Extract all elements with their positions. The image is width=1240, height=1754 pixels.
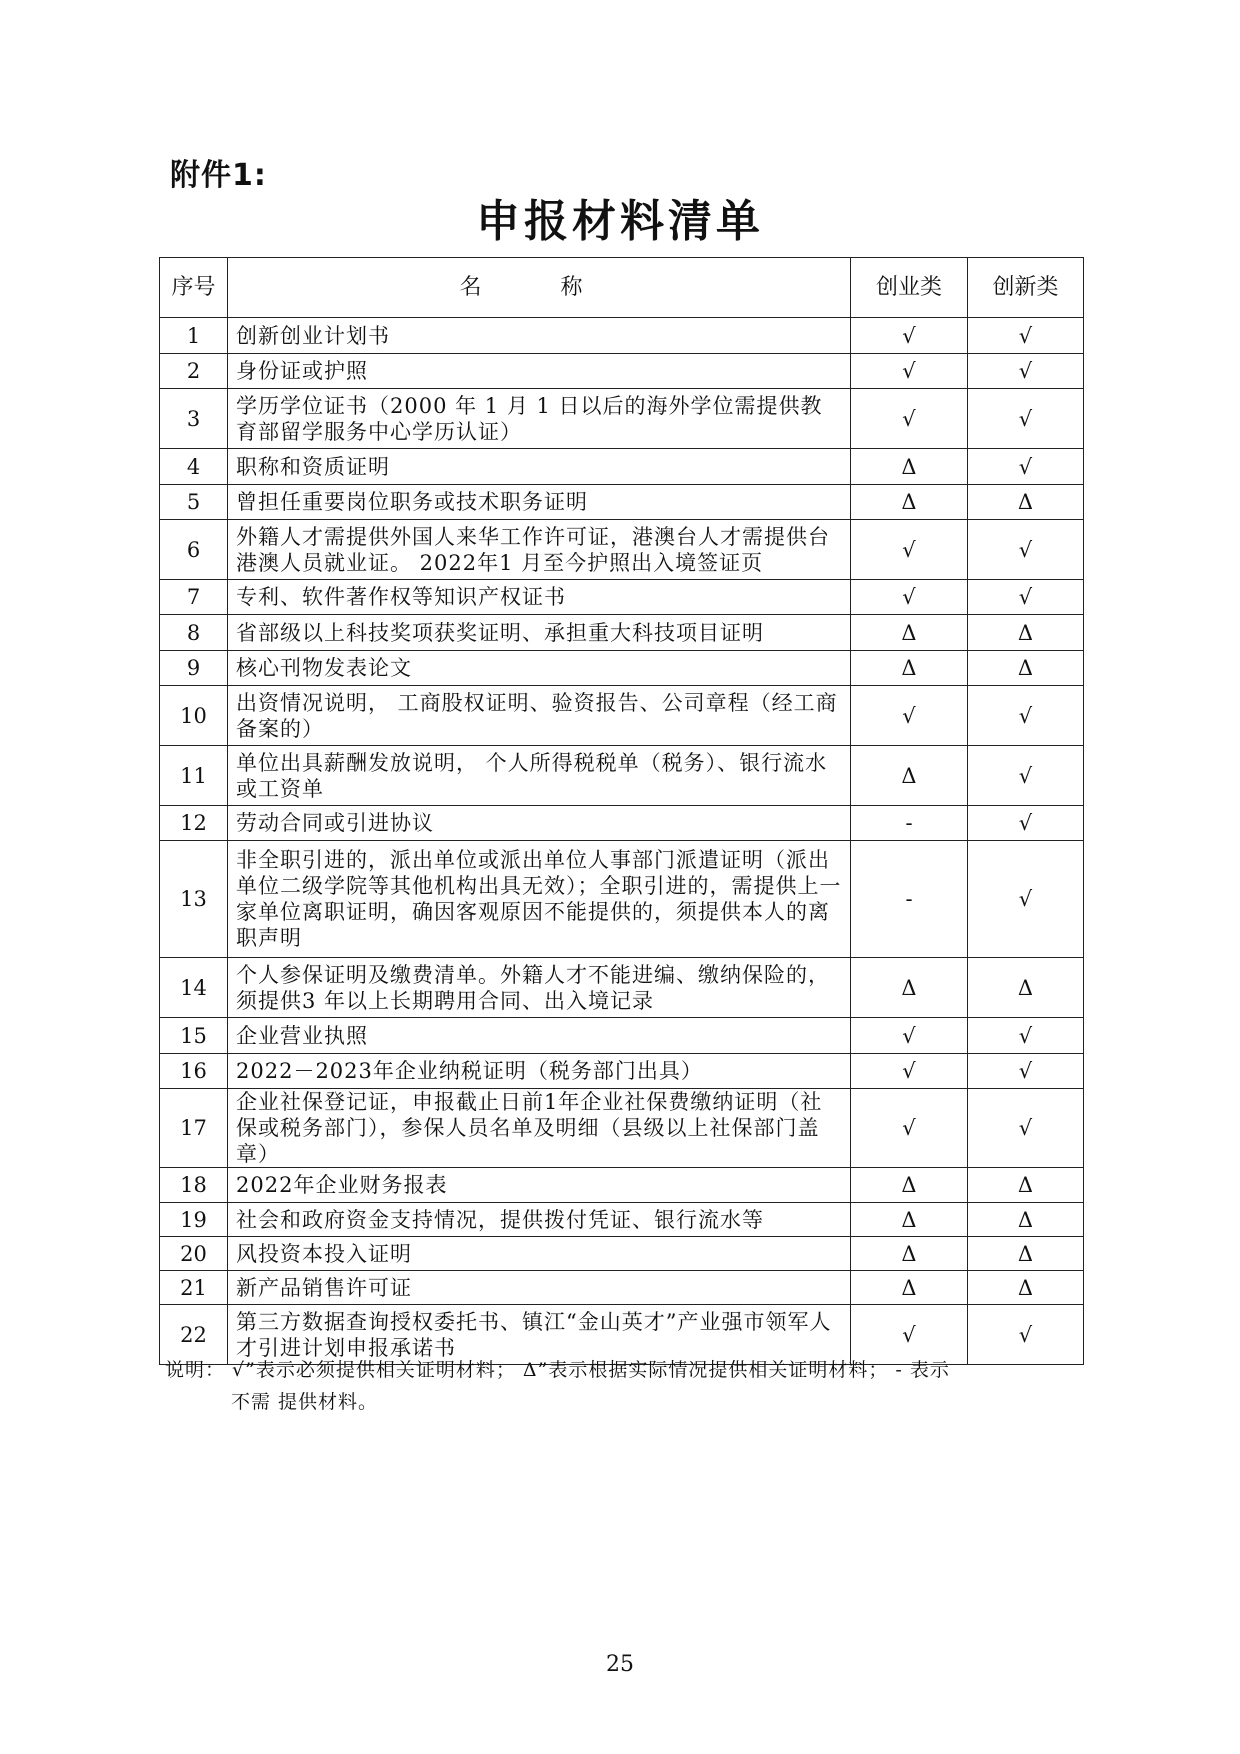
row-name: 核心刊物发表论文 [228,651,851,686]
row-number: 3 [160,389,228,449]
row-number: 11 [160,746,228,806]
row-number: 20 [160,1237,228,1271]
row-name: 风投资本投入证明 [228,1237,851,1271]
legend-note [165,1354,1075,1418]
table-row [160,1018,1084,1054]
table-row [160,449,1084,485]
row-innovation-mark: √ [968,318,1084,354]
row-innovation-mark: √ [968,389,1084,449]
row-number: 19 [160,1203,228,1237]
row-number: 21 [160,1271,228,1305]
table-row [160,841,1084,958]
row-number: 9 [160,651,228,686]
row-number: 5 [160,485,228,520]
row-startup-mark: Δ [851,1237,968,1271]
row-innovation-mark: √ [968,580,1084,615]
row-startup-mark: - [851,806,968,841]
row-number: 1 [160,318,228,354]
legend-note-line2: 不需 提供材料。 [231,1391,379,1413]
header-innovation: 创新类 [968,258,1084,318]
legend-note-line1: 说明： √”表示必须提供相关证明材料； Δ”表示根据实际情况提供相关证明材料； - 表示 [165,1359,950,1381]
row-name: 社会和政府资金支持情况，提供拨付凭证、银行流水等 [228,1203,851,1237]
row-name: 创新创业计划书 [228,318,851,354]
row-startup-mark: Δ [851,1203,968,1237]
row-innovation-mark: √ [968,806,1084,841]
table-row [160,354,1084,389]
header-name: 名 称 [228,258,851,318]
table-row [160,746,1084,806]
row-startup-mark: √ [851,389,968,449]
header-startup: 创业类 [851,258,968,318]
row-name: 第三方数据查询授权委托书、镇江“金山英才”产业强市领军人才引进计划申报承诺书 [228,1305,851,1365]
row-startup-mark: Δ [851,746,968,806]
row-innovation-mark: Δ [968,615,1084,651]
row-innovation-mark: √ [968,841,1084,958]
row-startup-mark: √ [851,1018,968,1054]
table-row [160,520,1084,580]
row-innovation-mark: √ [968,746,1084,806]
table-row [160,686,1084,746]
table-row [160,1054,1084,1089]
row-innovation-mark: √ [968,520,1084,580]
row-name: 外籍人才需提供外国人来华工作许可证，港澳台人才需提供台港澳人员就业证。 2022年1 月至今护照出入境签证页 [228,520,851,580]
document-title: 申报材料清单 [476,196,764,247]
row-name: 企业营业执照 [228,1018,851,1054]
row-startup-mark: - [851,841,968,958]
row-startup-mark: Δ [851,1168,968,1203]
row-startup-mark: Δ [851,1271,968,1305]
table-row [160,1271,1084,1305]
row-startup-mark: Δ [851,449,968,485]
row-startup-mark: √ [851,1054,968,1089]
row-number: 16 [160,1054,228,1089]
row-startup-mark: Δ [851,651,968,686]
row-name: 专利、软件著作权等知识产权证书 [228,580,851,615]
row-name: 学历学位证书（2000 年 1 月 1 日以后的海外学位需提供教育部留学服务中心学历认证） [228,389,851,449]
row-innovation-mark: √ [968,1305,1084,1365]
row-startup-mark: √ [851,580,968,615]
row-innovation-mark: Δ [968,485,1084,520]
materials-table [159,257,1084,1365]
attachment-label: 附件1: [170,158,267,193]
row-name: 身份证或护照 [228,354,851,389]
table-header-row [160,258,1084,318]
row-innovation-mark: √ [968,686,1084,746]
row-number: 2 [160,354,228,389]
row-startup-mark: √ [851,1305,968,1365]
row-startup-mark: √ [851,686,968,746]
row-name: 曾担任重要岗位职务或技术职务证明 [228,485,851,520]
table-row [160,1089,1084,1168]
row-name: 劳动合同或引进协议 [228,806,851,841]
row-number: 10 [160,686,228,746]
table-row [160,806,1084,841]
header-no: 序号 [160,258,228,318]
row-name: 2022年企业财务报表 [228,1168,851,1203]
row-name: 非全职引进的，派出单位或派出单位人事部门派遣证明（派出单位二级学院等其他机构出具无效）；全职引进的，需提供上一家单位离职证明，确因客观原因不能提供的，须提供本人的离职声明 [228,841,851,958]
row-innovation-mark: Δ [968,958,1084,1018]
row-innovation-mark: Δ [968,1237,1084,1271]
row-startup-mark: √ [851,354,968,389]
row-name: 出资情况说明， 工商股权证明、验资报告、公司章程（经工商备案的） [228,686,851,746]
table-row [160,318,1084,354]
table-row [160,651,1084,686]
row-innovation-mark: √ [968,1018,1084,1054]
row-number: 12 [160,806,228,841]
row-innovation-mark: Δ [968,651,1084,686]
row-name: 单位出具薪酬发放说明， 个人所得税税单（税务）、银行流水或工资单 [228,746,851,806]
row-number: 6 [160,520,228,580]
row-number: 22 [160,1305,228,1365]
table-row [160,580,1084,615]
table-row [160,958,1084,1018]
row-innovation-mark: √ [968,354,1084,389]
row-innovation-mark: Δ [968,1271,1084,1305]
row-number: 8 [160,615,228,651]
row-name: 省部级以上科技奖项获奖证明、承担重大科技项目证明 [228,615,851,651]
row-number: 15 [160,1018,228,1054]
row-innovation-mark: √ [968,449,1084,485]
table-row [160,1203,1084,1237]
row-startup-mark: √ [851,520,968,580]
table-row [160,1237,1084,1271]
row-innovation-mark: Δ [968,1168,1084,1203]
row-name: 职称和资质证明 [228,449,851,485]
row-innovation-mark: √ [968,1089,1084,1168]
table-row [160,485,1084,520]
row-startup-mark: Δ [851,615,968,651]
row-startup-mark: Δ [851,958,968,1018]
row-innovation-mark: √ [968,1054,1084,1089]
row-number: 18 [160,1168,228,1203]
row-name: 新产品销售许可证 [228,1271,851,1305]
row-number: 13 [160,841,228,958]
row-number: 17 [160,1089,228,1168]
row-startup-mark: √ [851,318,968,354]
row-startup-mark: Δ [851,485,968,520]
table-row [160,389,1084,449]
table-row [160,1168,1084,1203]
row-number: 7 [160,580,228,615]
row-startup-mark: √ [851,1089,968,1168]
row-number: 14 [160,958,228,1018]
page-number: 25 [606,1652,634,1677]
row-name: 个人参保证明及缴费清单。外籍人才不能进编、缴纳保险的，须提供3 年以上长期聘用合同、出入境记录 [228,958,851,1018]
row-name: 企业社保登记证，申报截止日前1年企业社保费缴纳证明（社保或税务部门），参保人员名单及明细（县级以上社保部门盖章） [228,1089,851,1168]
row-number: 4 [160,449,228,485]
table-row [160,615,1084,651]
row-name: 2022－2023年企业纳税证明（税务部门出具） [228,1054,851,1089]
row-innovation-mark: Δ [968,1203,1084,1237]
